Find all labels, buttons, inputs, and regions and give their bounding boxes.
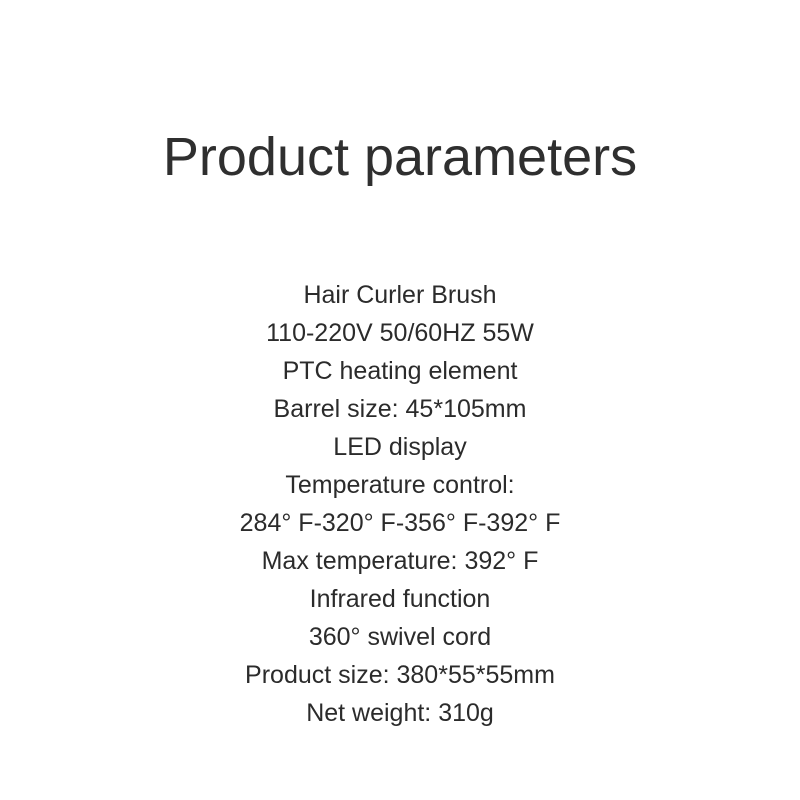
specification-list	[240, 276, 561, 732]
page-title: Product parameters	[162, 127, 638, 187]
spec-item-max-temperature: Max temperature: 392° F	[261, 546, 539, 575]
spec-item-barrel-size: Barrel size: 45*105mm	[273, 394, 527, 423]
spec-item-temperature-values: 284° F-320° F-356° F-392° F	[239, 508, 561, 537]
spec-item-display: LED display	[333, 432, 467, 461]
spec-item-swivel-cord: 360° swivel cord	[308, 622, 492, 651]
spec-item-net-weight: Net weight: 310g	[306, 698, 494, 727]
spec-item-product-name: Hair Curler Brush	[303, 280, 497, 309]
spec-item-temperature-control-label: Temperature control:	[285, 470, 515, 499]
spec-item-infrared-function: Infrared function	[309, 584, 491, 613]
spec-item-heating-element: PTC heating element	[282, 356, 518, 385]
spec-item-product-size: Product size: 380*55*55mm	[245, 660, 555, 689]
spec-item-voltage-power: 110-220V 50/60HZ 55W	[266, 318, 534, 347]
